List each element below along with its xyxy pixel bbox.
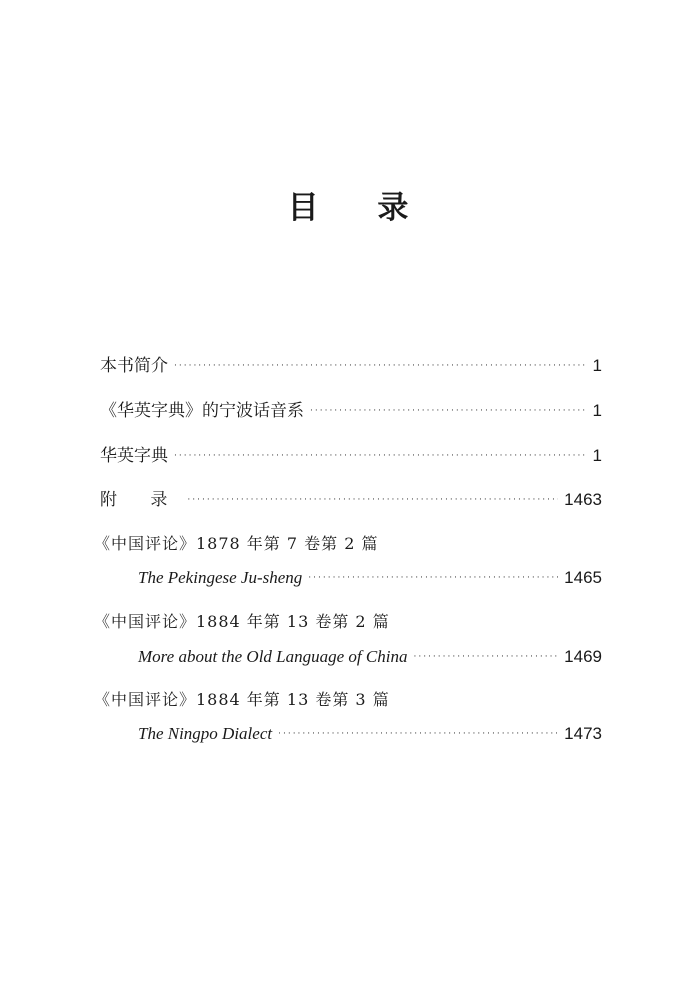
toc-entry-appendix[interactable] [100, 487, 602, 513]
toc-entry-dictionary[interactable] [100, 443, 602, 469]
toc-page-number: 1 [592, 446, 602, 465]
toc-entry-label: 本书简介 [100, 356, 168, 376]
dot-leader [187, 487, 558, 513]
article-title: The Ningpo Dialect [138, 724, 273, 743]
toc-page-number: 1 [592, 356, 602, 375]
dot-leader [278, 721, 558, 747]
dot-leader [413, 644, 558, 670]
toc-page-number: 1 [592, 401, 602, 420]
appendix-source [94, 687, 390, 713]
toc-page-number: 1473 [564, 724, 602, 743]
article-title: More about the Old Language of China [138, 647, 408, 666]
toc-page-number: 1465 [564, 568, 602, 587]
appendix-source [94, 609, 390, 635]
toc-entry-article[interactable] [138, 644, 602, 670]
dot-leader [310, 398, 587, 424]
dot-leader [174, 443, 587, 469]
toc-entry-label: 《华英字典》的宁波话音系 [100, 401, 304, 421]
toc-entry-label: 华英字典 [100, 446, 168, 466]
page-title: 目 录 [287, 190, 433, 226]
toc-page-number: 1463 [564, 490, 602, 509]
article-title: The Pekingese Ju-sheng [138, 568, 303, 587]
dot-leader [174, 353, 587, 379]
appendix-source [94, 531, 379, 557]
dot-leader [308, 565, 558, 591]
appendix-source-text: 《中国评论》1884 年第 13 卷第 2 篇 [94, 612, 390, 631]
appendix-source-text: 《中国评论》1884 年第 13 卷第 3 篇 [94, 690, 390, 709]
toc-entry-phonology[interactable] [100, 398, 602, 424]
toc-page-number: 1469 [564, 647, 602, 666]
toc-entry-label: 附 录 [100, 490, 182, 510]
toc-entry-article[interactable] [138, 565, 602, 591]
toc-entry-intro[interactable] [100, 353, 602, 379]
toc-entry-article[interactable] [138, 721, 602, 747]
appendix-source-text: 《中国评论》1878 年第 7 卷第 2 篇 [94, 534, 379, 553]
